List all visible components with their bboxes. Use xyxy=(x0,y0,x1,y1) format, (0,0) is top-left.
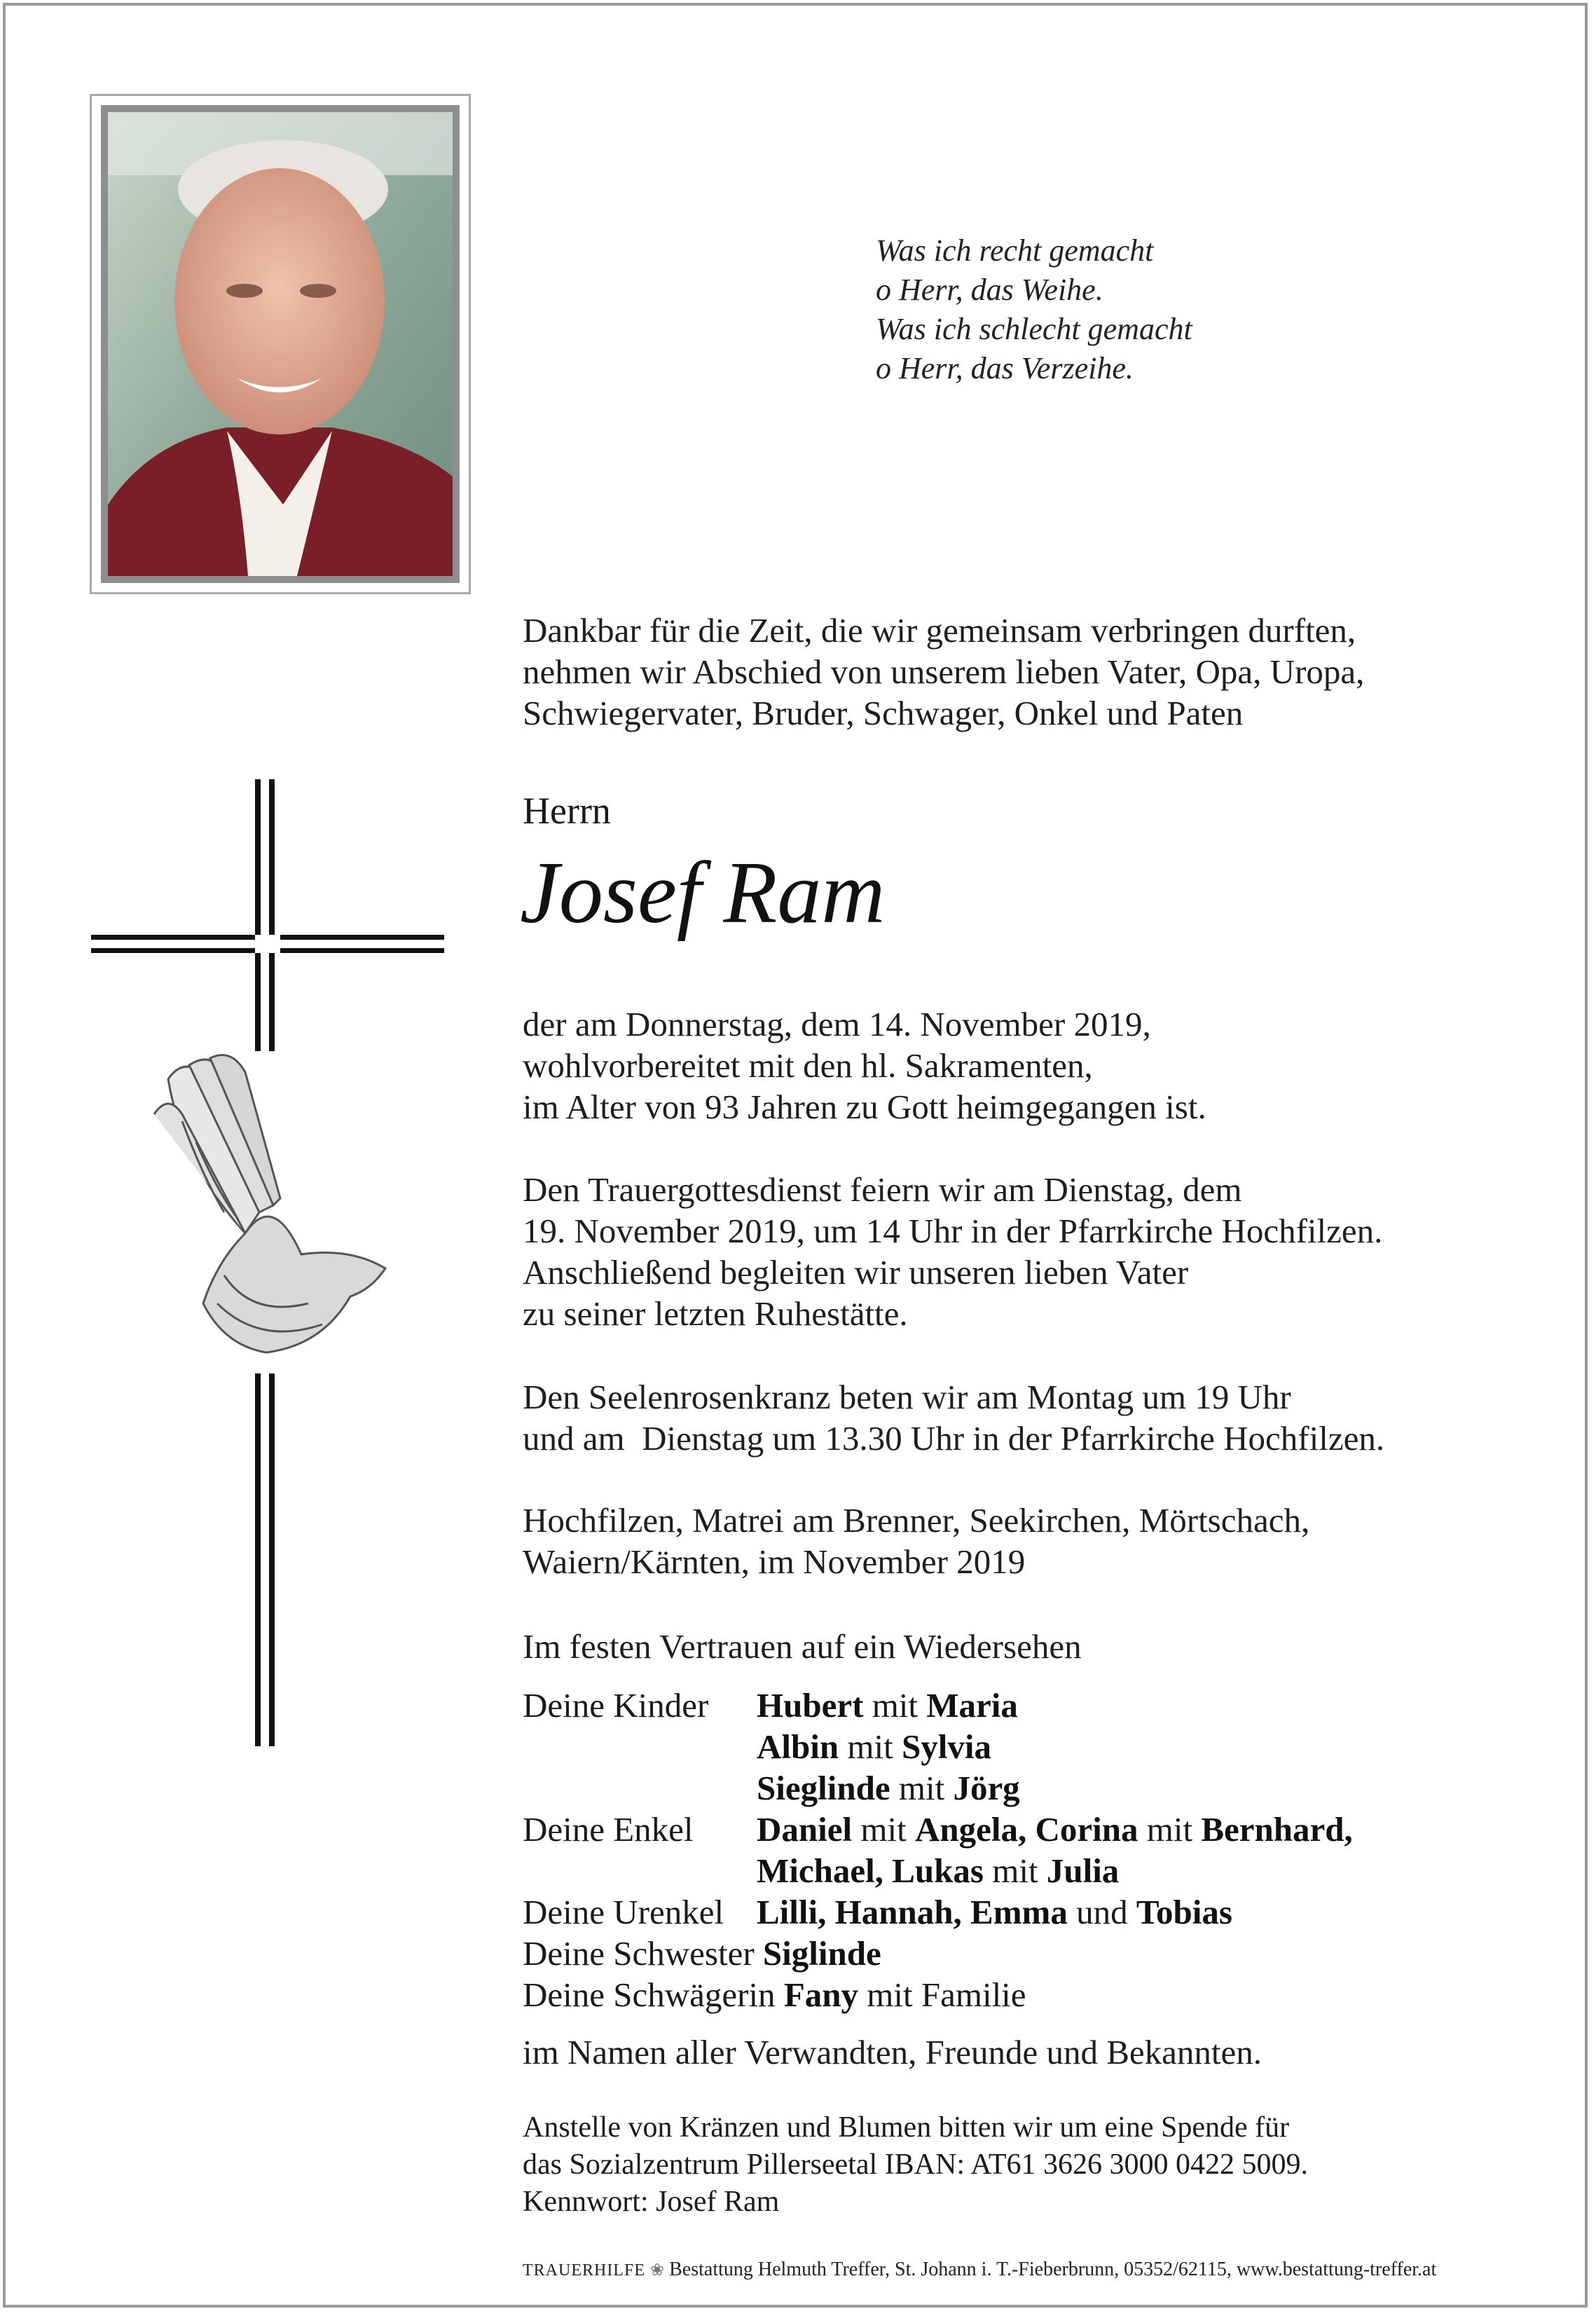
deceased-name: Josef Ram xyxy=(520,844,886,942)
service-line: 19. November 2019, um 14 Uhr in der Pfarrkirche Hochfilzen. xyxy=(523,1212,1383,1250)
family-line xyxy=(757,1726,1020,1767)
cross-horizontal-icon xyxy=(91,935,444,953)
family-member-name: Jörg xyxy=(953,1769,1020,1807)
service-line: zu seiner letzten Ruhestätte. xyxy=(523,1294,908,1333)
rosary-info xyxy=(523,1376,1384,1459)
family-line xyxy=(757,1767,1020,1809)
family-line xyxy=(757,1809,1353,1850)
intro-line: nehmen wir Abschied von unserem lieben Vater, Opa, Uropa, xyxy=(523,652,1365,691)
family-connector: mit xyxy=(863,1686,927,1725)
family-member-name: Angela, Corina xyxy=(914,1810,1138,1849)
place-date xyxy=(523,1500,1309,1582)
children-label: Deine Kinder xyxy=(523,1686,709,1725)
praying-hands-icon xyxy=(140,1051,399,1373)
family-connector: mit xyxy=(1138,1810,1202,1849)
footer-text: Bestattung Helmuth Treffer, St. Johann i. T.-Fieberbrunn, 05352/62115, www.bestattung-treffer.at xyxy=(669,2259,1437,2280)
donation-line: das Sozialzentrum Pillerseetal IBAN: AT61 3626 3000 0422 5009. xyxy=(523,2149,1309,2181)
rosary-line: und am Dienstag um 13.30 Uhr in der Pfarrkirche Hochfilzen. xyxy=(523,1419,1385,1458)
family-connector: mit xyxy=(983,1851,1047,1890)
closing-line: im Namen aller Verwandten, Freunde und Bekannten. xyxy=(523,2033,1263,2071)
grandchildren-names xyxy=(757,1809,1353,1891)
sister-in-law-line xyxy=(523,1974,1026,2015)
sister-label: Deine Schwester xyxy=(523,1934,755,1973)
footer-brand: TRAUERHILFE xyxy=(523,2261,645,2280)
place-date-line: Waiern/Kärnten, im November 2019 xyxy=(523,1542,1026,1581)
donation-request xyxy=(523,2109,1308,2221)
family-line xyxy=(757,1891,1232,1933)
death-notice-line: wohlvorbereitet mit den hl. Sakramenten, xyxy=(523,1046,1093,1085)
portrait-photo xyxy=(101,105,460,583)
trust-line: Im festen Vertrauen auf ein Wiedersehen xyxy=(523,1627,1082,1666)
service-info xyxy=(523,1169,1382,1334)
family-member-name: Bernhard, xyxy=(1201,1810,1353,1849)
intro-line: Schwiegervater, Bruder, Schwager, Onkel und Paten xyxy=(523,694,1244,732)
verse-line: o Herr, das Weihe. xyxy=(876,273,1103,307)
verse-line: Was ich schlecht gemacht xyxy=(876,312,1192,346)
sister-name: Siglinde xyxy=(762,1934,881,1973)
donation-line: Anstelle von Kränzen und Blumen bitten wir um eine Spende für xyxy=(523,2111,1290,2144)
family-member-name: Julia xyxy=(1046,1851,1120,1890)
intro-text xyxy=(523,610,1364,734)
family-connector: und xyxy=(1067,1893,1136,1931)
family-connector: mit xyxy=(839,1727,902,1766)
footer xyxy=(523,2258,1436,2282)
place-date-line: Hochfilzen, Matrei am Brenner, Seekirchen, Mörtschach, xyxy=(523,1501,1310,1540)
verse xyxy=(876,231,1192,388)
great-grandchildren-label: Deine Urenkel xyxy=(523,1893,724,1931)
sister-in-law-name: Fany xyxy=(783,1975,858,2014)
grandchildren-label: Deine Enkel xyxy=(523,1810,694,1849)
death-notice xyxy=(523,1003,1206,1128)
family-line xyxy=(757,1850,1353,1891)
sister-in-law-label: Deine Schwägerin xyxy=(523,1975,776,2014)
family-member-name: Albin xyxy=(757,1727,839,1766)
family-member-name: Michael, Lukas xyxy=(757,1851,984,1890)
family-line xyxy=(757,1685,1020,1726)
service-line: Den Trauergottesdienst feiern wir am Dienstag, dem xyxy=(523,1170,1242,1209)
family-connector: mit xyxy=(852,1810,915,1849)
family-member-name: Hubert xyxy=(757,1686,864,1725)
service-line: Anschließend begleiten wir unseren lieben Vater xyxy=(523,1253,1189,1291)
children-names xyxy=(757,1685,1020,1809)
verse-line: o Herr, das Verzeihe. xyxy=(876,351,1134,385)
rosary-line: Den Seelenrosenkranz beten wir am Montag um 19 Uhr xyxy=(523,1378,1291,1416)
family-member-name: Maria xyxy=(926,1686,1018,1725)
donation-line: Kennwort: Josef Ram xyxy=(523,2186,780,2218)
leaf-icon: ❀ xyxy=(650,2261,665,2280)
death-notice-line: der am Donnerstag, dem 14. November 2019, xyxy=(523,1005,1151,1043)
family-member-name: Lilli, Hannah, Emma xyxy=(757,1893,1068,1931)
family-member-name: Daniel xyxy=(757,1810,853,1849)
family-member-name: Sieglinde xyxy=(757,1769,890,1807)
family-connector: mit xyxy=(890,1769,954,1807)
sister-line xyxy=(523,1933,881,1974)
family-member-name: Tobias xyxy=(1136,1893,1232,1931)
great-grandchildren-names xyxy=(757,1891,1232,1933)
salutation: Herrn xyxy=(523,790,611,832)
verse-line: Was ich recht gemacht xyxy=(876,233,1154,268)
family-member-name: Sylvia xyxy=(901,1727,991,1766)
sister-in-law-suffix: mit Familie xyxy=(858,1975,1026,2014)
intro-line: Dankbar für die Zeit, die wir gemeinsam verbringen durften, xyxy=(523,611,1356,650)
death-notice-line: im Alter von 93 Jahren zu Gott heimgegangen ist. xyxy=(523,1088,1206,1126)
